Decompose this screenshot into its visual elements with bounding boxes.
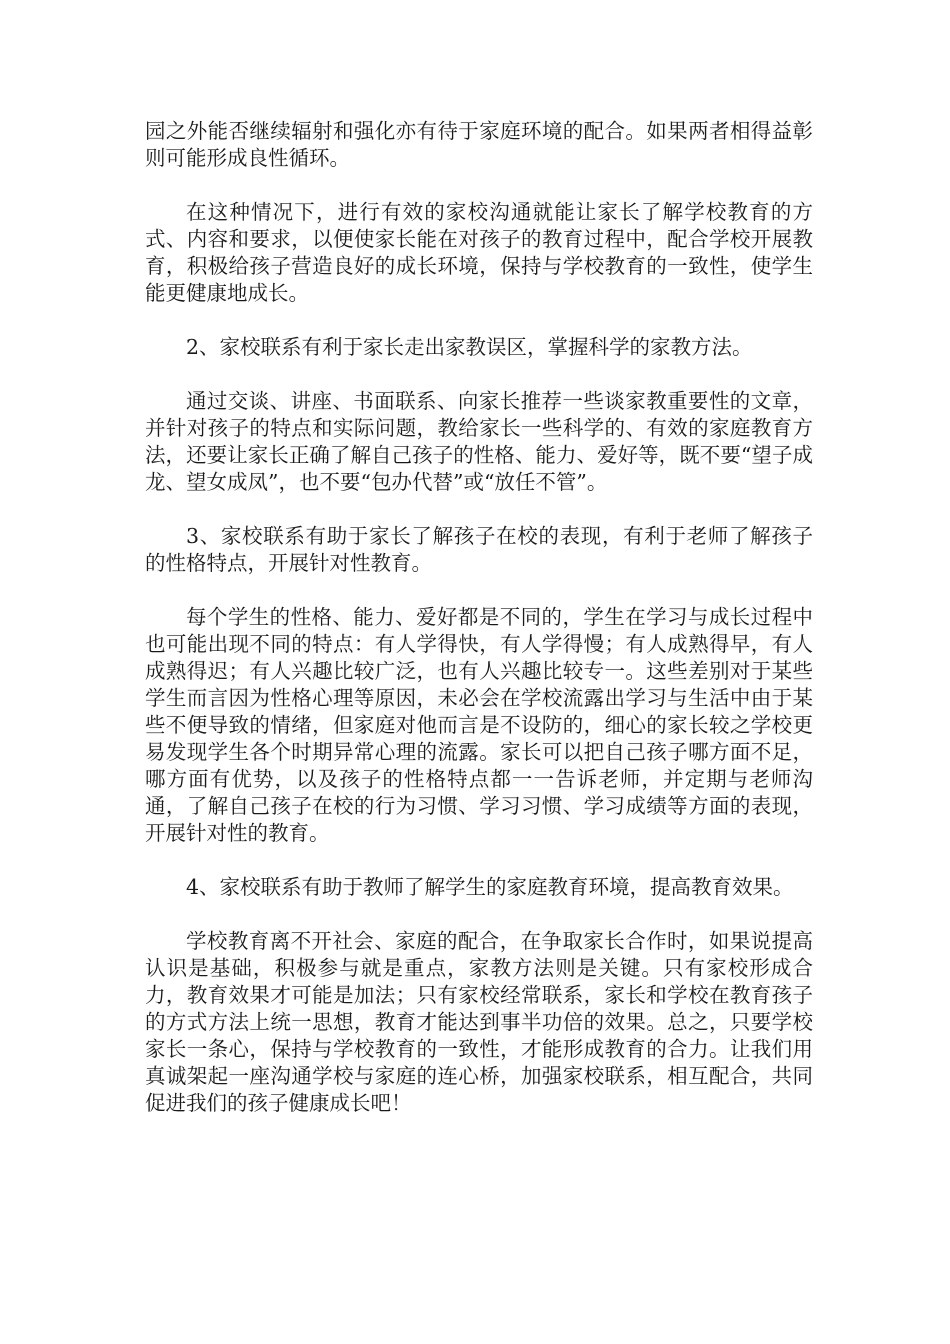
paragraph-communication: 在这种情况下，进行有效的家校沟通就能让家长了解学校教育的方式、内容和要求，以便使家长能在对孩子的教育过程中，配合学校开展教育，积极给孩子营造良好的成长环境，保持与学校教育的一致性，使学生能更健康地成长。 bbox=[145, 200, 813, 305]
paragraph-point-2-body: 通过交谈、讲座、书面联系、向家长推荐一些谈家教重要性的文章，并针对孩子的特点和实际问题，教给家长一些科学的、有效的家庭教育方法，还要让家长正确了解自己孩子的性格、能力、爱好等，既不要“望子成龙、望女成凤”，也不要“包办代替”或“放任不管”。 bbox=[145, 389, 813, 494]
paragraph-conclusion: 学校教育离不开社会、家庭的配合，在争取家长合作时，如果说提高认识是基础，积极参与就是重点，家教方法则是关键。只有家校形成合力，教育效果才可能是加法；只有家校经常联系，家长和学校在教育孩子的方式方法上统一思想，教育才能达到事半功倍的效果。总之，只要学校家长一条心，保持与学校教育的一致性，才能形成教育的合力。让我们用真诚架起一座沟通学校与家庭的连心桥，加强家校联系，相互配合，共同促进我们的孩子健康成长吧！ bbox=[145, 929, 813, 1115]
heading-point-4: 4、家校联系有助于教师了解学生的家庭教育环境，提高教育效果。 bbox=[186, 875, 794, 899]
paragraph-continuation: 园之外能否继续辐射和强化亦有待于家庭环境的配合。如果两者相得益彰则可能形成良性循环。 bbox=[145, 119, 813, 170]
heading-point-2: 2、家校联系有利于家长走出家教误区，掌握科学的家教方法。 bbox=[186, 335, 753, 359]
paragraph-point-3-body: 每个学生的性格、能力、爱好都是不同的，学生在学习与成长过程中也可能出现不同的特点：有人学得快，有人学得慢；有人成熟得早，有人成熟得迟；有人兴趣比较广泛，也有人兴趣比较专一。这些差别对于某些学生而言因为性格心理等原因，未必会在学校流露出学习与生活中由于某些不便导致的情绪，但家庭对他而言是不设防的，细心的家长较之学校更易发现学生各个时期异常心理的流露。家长可以把自己孩子哪方面不足，哪方面有优势，以及孩子的性格特点都一一告诉老师，并定期与老师沟通，了解自己孩子在校的行为习惯、学习习惯、学习成绩等方面的表现，开展针对性的教育。 bbox=[145, 605, 813, 845]
document-body bbox=[145, 118, 813, 1144]
heading-point-3: 3、家校联系有助于家长了解孩子在校的表现，有利于老师了解孩子的性格特点，开展针对性教育。 bbox=[145, 524, 813, 575]
